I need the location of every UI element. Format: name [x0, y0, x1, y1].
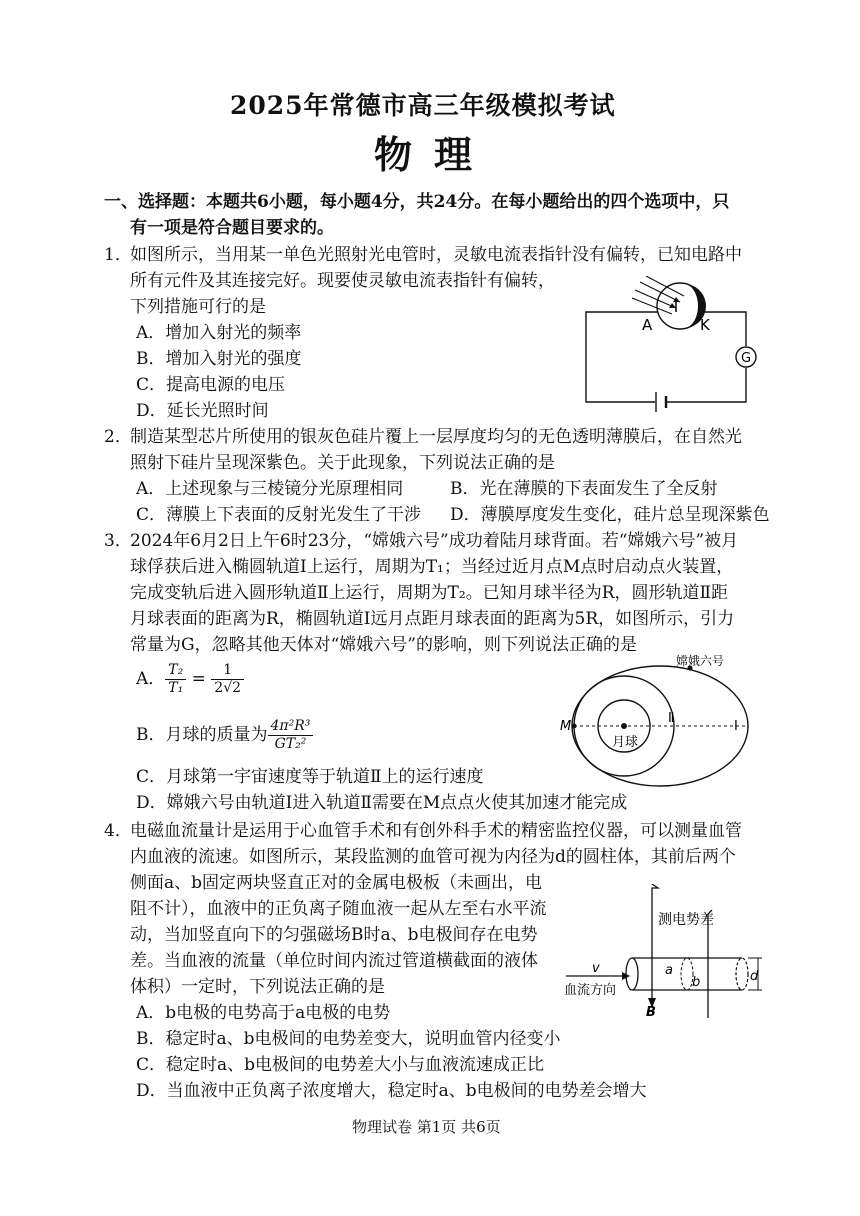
q4-line3: 侧面a、b固定两块竖直正对的金属电极板（未画出，电 [130, 873, 543, 893]
q3-line5: 常量为G，忽略其他天体对“嫦娥六号”的影响，则下列说法正确的是 [130, 635, 637, 655]
measure-label: 测电势差 [658, 912, 714, 928]
field-line-left [652, 884, 658, 1006]
blood-flow-figure [562, 884, 772, 1018]
q2-line2: 照射下硅片呈现深紫色。关于此现象，下列说法正确的是 [130, 453, 555, 473]
q1-line3: 下列措施可行的是 [130, 297, 266, 317]
q3-line3: 完成变轨后进入圆形轨道Ⅱ上运行，周期为T₂。已知月球半径为R，圆形轨道Ⅱ距 [130, 583, 729, 603]
q4-line7: 体积）一定时，下列说法正确的是 [130, 977, 385, 997]
q2-option-b[interactable]: B．光在薄膜的下表面发生了全反射 [450, 479, 718, 499]
velocity-label: v [592, 961, 600, 976]
subject-title: 物理 [374, 132, 495, 177]
q1-line2: 所有元件及其连接完好。现要使灵敏电流表指针有偏转， [130, 271, 555, 291]
phototube-circuit-figure [580, 276, 770, 412]
point-m-label: M [560, 719, 572, 734]
diameter-label: d [750, 969, 759, 984]
q3-option-a-numerator: T₂ [165, 662, 186, 680]
q4-line4: 阻不计），血液中的正负离子随血液一起从左至右水平流 [130, 899, 547, 919]
q3-option-b-prefix: B．月球的质量为 [136, 725, 268, 745]
vessel-right-end [736, 958, 748, 990]
q4-line6: 差。当血液的流量（单位时间内流过管道横截面的液体 [130, 951, 538, 971]
electrode-b-label: b [692, 975, 701, 990]
q2-option-c[interactable]: C．薄膜上下表面的反射光发生了干涉 [136, 505, 422, 525]
q4-option-c[interactable]: C．稳定时a、b电极间的电势差大小与血液流速成正比 [136, 1055, 545, 1075]
moon-label: 月球 [612, 735, 639, 750]
q3-line4: 月球表面的距离为R，椭圆轨道Ⅰ远月点距月球表面的距离为5R，如图所示，引力 [130, 609, 735, 629]
field-b-label: B [646, 1005, 656, 1018]
section-heading-line1: 一、选择题：本题共6小题，每小题4分，共24分。在每小题给出的四个选项中，只 [104, 192, 730, 212]
point-m-dot [572, 724, 577, 729]
craft-label: 嫦娥六号 [676, 654, 725, 668]
q3-option-b-numerator: 4π²R³ [268, 718, 314, 736]
q3-option-a-denominator: T₁ [168, 680, 184, 696]
q1-option-c[interactable]: C．提高电源的电压 [136, 375, 286, 395]
q3-line2: 球俘获后进入椭圆轨道Ⅰ上运行，周期为T₁；当经过近月点M点时启动点火装置， [130, 557, 734, 577]
electrode-a-label: a [665, 963, 673, 978]
orbit-figure [556, 654, 756, 794]
q2-option-d[interactable]: D．薄膜厚度发生变化，硅片总呈现深紫色 [450, 505, 770, 525]
q3-option-a-value-num: 1 [211, 662, 244, 680]
q1-number: 1． [104, 245, 132, 265]
galvanometer-label: G [740, 351, 752, 366]
flow-direction-label: 血流方向 [564, 983, 617, 998]
q3-option-b-formula [268, 718, 314, 753]
q4-option-b[interactable]: B．稳定时a、b电极间的电势差变大，说明血管内径变小 [136, 1029, 561, 1049]
q1-option-d[interactable]: D．延长光照时间 [136, 401, 269, 421]
q3-option-d[interactable]: D．嫦娥六号由轨道Ⅰ进入轨道Ⅱ需要在M点点火使其加速才能完成 [136, 793, 628, 813]
q3-option-a-value [211, 662, 244, 697]
q2-option-a[interactable]: A．上述现象与三棱镜分光原理相同 [136, 479, 404, 499]
q1-option-a[interactable]: A．增加入射光的频率 [136, 323, 302, 343]
q1-option-b[interactable]: B．增加入射光的强度 [136, 349, 302, 369]
q3-option-a-prefix: A． [136, 669, 166, 689]
vessel-left-end [626, 958, 638, 990]
q4-option-a[interactable]: A．b电极的电势高于a电极的电势 [136, 1003, 391, 1023]
q2-line1: 制造某型芯片所使用的银灰色硅片覆上一层厚度均匀的无色透明薄膜后，在自然光 [130, 427, 742, 447]
q3-option-a-ratio [165, 662, 186, 697]
q3-option-a-equals: = [191, 669, 206, 689]
q2-number: 2． [104, 427, 132, 447]
q4-line5: 动，当加竖直向下的匀强磁场B时a、b电极间存在电势 [130, 925, 538, 945]
orbit-1-label: Ⅰ [734, 719, 738, 734]
q4-option-d[interactable]: D．当血液中正负离子浓度增大，稳定时a、b电极间的电势差会增大 [136, 1081, 647, 1101]
circuit-wire-bottom [667, 368, 746, 402]
cathode-label: K [700, 316, 710, 334]
q4-number: 4． [104, 821, 132, 841]
q3-option-b-denominator: GT₂² [274, 736, 307, 752]
orbit-2-label: Ⅱ [668, 711, 675, 726]
q3-number: 3． [104, 531, 132, 551]
q3-option-c[interactable]: C．月球第一宇宙速度等于轨道Ⅱ上的运行速度 [136, 767, 484, 787]
q3-option-a[interactable] [136, 662, 244, 697]
exam-title: 2025年常德市高三年级模拟考试 [230, 91, 616, 120]
q3-line1: 2024年6月2日上午6时23分，“嫦娥六号”成功着陆月球背面。若“嫦娥六号”被月 [130, 531, 739, 551]
anode-label: A [642, 316, 653, 334]
q4-line1: 电磁血流量计是运用于心血管手术和有创外科手术的精密监控仪器，可以测量血管 [130, 821, 742, 841]
q3-option-b[interactable] [136, 718, 313, 753]
section-heading-line2: 有一项是符合题目要求的。 [130, 218, 334, 238]
q3-option-a-value-den: 2√2 [214, 680, 242, 696]
q1-line1: 如图所示，当用某一单色光照射光电管时，灵敏电流表指针没有偏转，已知电路中 [130, 245, 742, 265]
q4-line2: 内血液的流速。如图所示，某段监测的血管可视为内径为d的圆柱体，其前后两个 [130, 847, 736, 867]
page-footer: 物理试卷 第1页 共6页 [352, 1118, 501, 1136]
